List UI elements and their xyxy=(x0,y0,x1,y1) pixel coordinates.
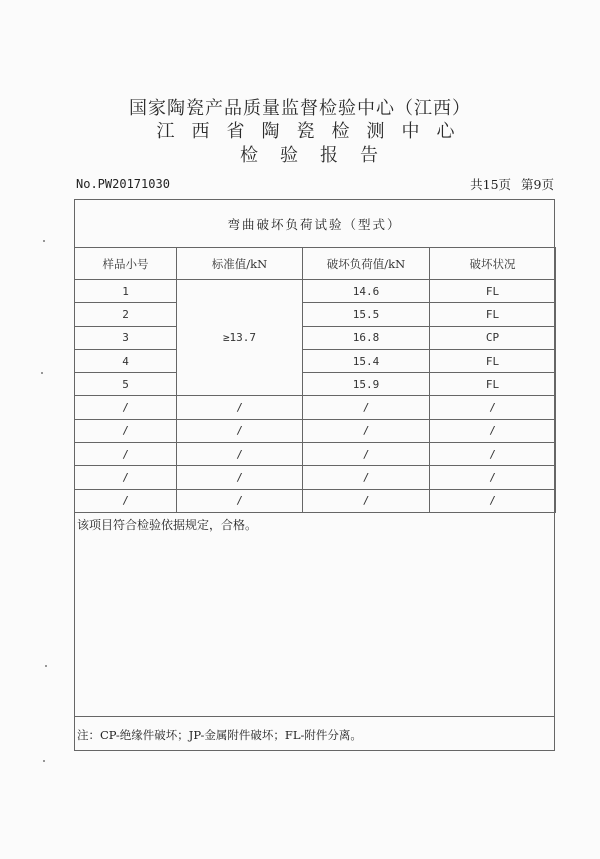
table-header-row xyxy=(75,248,556,280)
scan-speck xyxy=(43,760,45,762)
column-header: 破坏状况 xyxy=(430,248,556,280)
sample-no-cell: 4 xyxy=(75,349,177,372)
table-row xyxy=(75,419,556,442)
load-cell: / xyxy=(303,489,430,512)
page-number: 第9页 xyxy=(521,177,554,192)
load-cell: 15.4 xyxy=(303,349,430,372)
org-title: 国家陶瓷产品质量监督检验中心（江西） xyxy=(129,98,471,119)
scan-speck xyxy=(41,372,43,374)
org-subtitle: 江西省陶瓷检测中心 xyxy=(156,121,472,142)
note-divider xyxy=(74,716,555,717)
sample-no-cell: / xyxy=(75,489,177,512)
status-cell: / xyxy=(430,466,556,489)
standard-value-cell: / xyxy=(177,419,303,442)
scan-speck xyxy=(43,240,45,242)
column-header: 样品小号 xyxy=(75,248,177,280)
standard-value-cell: / xyxy=(177,443,303,466)
page-info xyxy=(460,175,554,193)
sample-no-cell: 5 xyxy=(75,373,177,396)
load-cell: / xyxy=(303,419,430,442)
sample-no-cell: / xyxy=(75,419,177,442)
status-cell: FL xyxy=(430,349,556,372)
status-cell: / xyxy=(430,443,556,466)
sample-no-cell: 3 xyxy=(75,326,177,349)
status-cell: FL xyxy=(430,303,556,326)
status-cell: CP xyxy=(430,326,556,349)
table-row xyxy=(75,443,556,466)
table-row xyxy=(75,489,556,512)
table-row xyxy=(75,349,556,372)
table-row xyxy=(75,280,556,303)
results-table xyxy=(74,247,556,513)
sample-no-cell: 1 xyxy=(75,280,177,303)
scan-speck xyxy=(45,665,47,667)
sample-no-cell: / xyxy=(75,466,177,489)
load-cell: / xyxy=(303,466,430,489)
column-header: 破坏负荷值/kN xyxy=(303,248,430,280)
sample-no-cell: / xyxy=(75,443,177,466)
test-title: 弯曲破坏负荷试验（型式） xyxy=(227,217,402,232)
load-cell: / xyxy=(303,396,430,419)
conclusion-text: 该项目符合检验依据规定，合格。 xyxy=(77,518,258,532)
load-cell: / xyxy=(303,443,430,466)
standard-value-cell: / xyxy=(177,396,303,419)
load-cell: 14.6 xyxy=(303,280,430,303)
load-cell: 15.9 xyxy=(303,373,430,396)
legend-note: 注：CP-绝缘件破坏；JP-金属附件破坏；FL-附件分离。 xyxy=(77,728,362,742)
table-row xyxy=(75,396,556,419)
total-pages: 共15页 xyxy=(470,177,512,192)
status-cell: / xyxy=(430,419,556,442)
report-title: 检验报告 xyxy=(240,145,400,166)
load-cell: 16.8 xyxy=(303,326,430,349)
table-row xyxy=(75,326,556,349)
standard-value-cell: ≥13.7 xyxy=(177,280,303,396)
status-cell: FL xyxy=(430,373,556,396)
standard-value-cell: / xyxy=(177,466,303,489)
report-number: No.PW20171030 xyxy=(76,177,170,191)
load-cell: 15.5 xyxy=(303,303,430,326)
table-row xyxy=(75,466,556,489)
table-row xyxy=(75,373,556,396)
standard-value-cell: / xyxy=(177,489,303,512)
status-cell: / xyxy=(430,396,556,419)
status-cell: FL xyxy=(430,280,556,303)
table-row xyxy=(75,303,556,326)
status-cell: / xyxy=(430,489,556,512)
sample-no-cell: / xyxy=(75,396,177,419)
sample-no-cell: 2 xyxy=(75,303,177,326)
column-header: 标准值/kN xyxy=(177,248,303,280)
